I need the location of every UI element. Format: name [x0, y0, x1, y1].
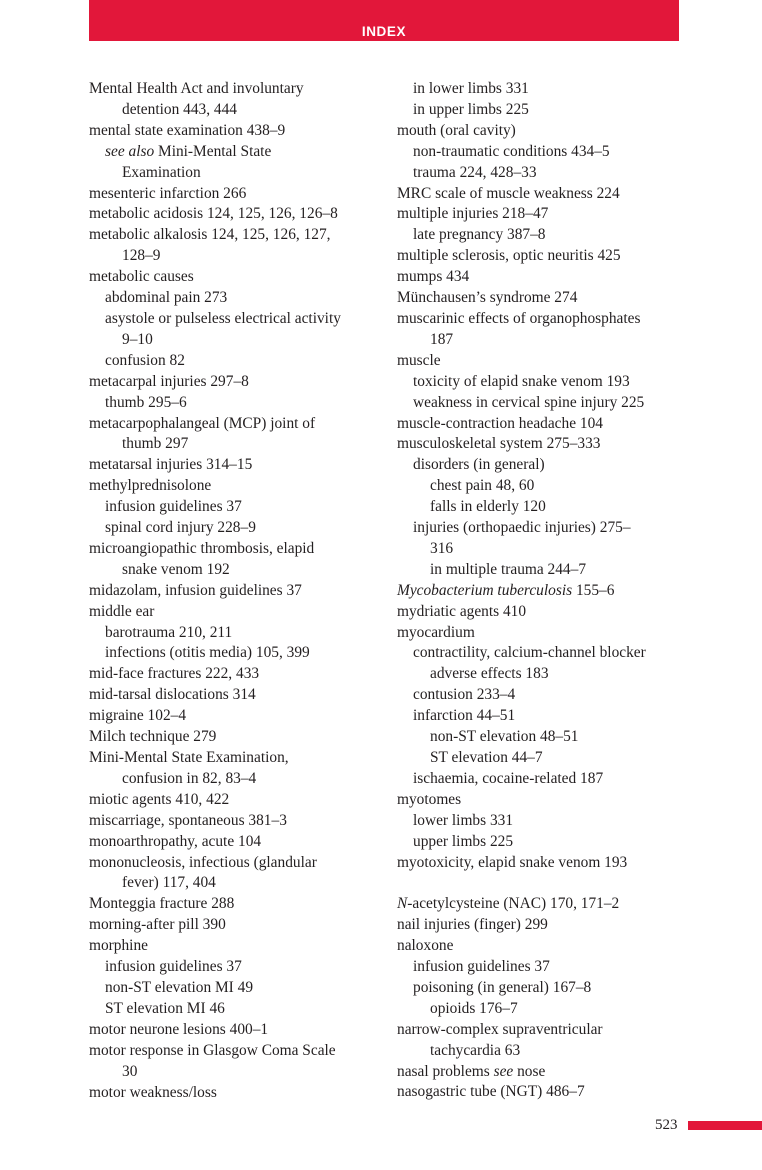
- index-entry: [89, 706, 374, 727]
- index-entry-text: Milch technique 279: [89, 728, 217, 746]
- index-entry: [397, 184, 687, 205]
- index-subentry: [89, 518, 374, 539]
- index-entry: [89, 894, 374, 915]
- index-entry: [397, 915, 687, 936]
- index-subentry: [397, 518, 687, 539]
- index-entry-text: microangiopathic thrombosis, elapid: [89, 539, 315, 557]
- index-entry: [89, 539, 374, 560]
- index-entry-text: Examination: [122, 163, 201, 181]
- index-subentry: [89, 957, 374, 978]
- index-entry-text: mental state examination 438–9: [89, 121, 286, 139]
- index-subentry: [397, 372, 687, 393]
- index-entry: [89, 602, 374, 623]
- index-entry-text: opioids 176–7: [430, 999, 518, 1017]
- index-entry-text: muscle: [397, 351, 441, 369]
- index-entry: [89, 790, 374, 811]
- index-entry: [89, 225, 374, 246]
- index-entry-italic: N: [397, 895, 408, 913]
- index-subentry: [397, 393, 687, 414]
- index-entry-text: tachycardia 63: [430, 1041, 521, 1059]
- index-entry: [89, 936, 374, 957]
- index-subentry: [89, 163, 374, 184]
- index-entry: [89, 727, 374, 748]
- index-subentry: [89, 623, 374, 644]
- index-entry-text: confusion 82: [105, 351, 185, 369]
- index-entry-text: spinal cord injury 228–9: [105, 519, 256, 537]
- index-entry-text: monoarthropathy, acute 104: [89, 832, 262, 850]
- index-entry-text: nose: [513, 1062, 546, 1080]
- index-entry-text: infusion guidelines 37: [105, 498, 242, 516]
- index-subentry: [397, 706, 687, 727]
- index-subentry: [89, 351, 374, 372]
- index-entry-text: non-ST elevation MI 49: [105, 978, 254, 996]
- index-entry-text: in lower limbs 331: [413, 80, 529, 97]
- index-entry-text: toxicity of elapid snake venom 193: [413, 372, 630, 390]
- index-entry-text: multiple injuries 218–47: [397, 205, 549, 223]
- index-entry-text: infarction 44–51: [413, 707, 516, 725]
- index-entry-text: nail injuries (finger) 299: [397, 916, 548, 934]
- index-entry-text: motor weakness/loss: [89, 1083, 217, 1101]
- index-entry: [397, 309, 687, 330]
- index-column-left: [89, 79, 374, 1103]
- index-entry-text: myotoxicity, elapid snake venom 193: [397, 853, 628, 871]
- index-entry: [89, 204, 374, 225]
- index-entry-text: morphine: [89, 937, 148, 955]
- index-subentry: [397, 978, 687, 999]
- index-entry-text: Mini-Mental State Examination,: [89, 749, 289, 766]
- index-entry-text: morning-after pill 390: [89, 916, 226, 934]
- index-entry: [89, 455, 374, 476]
- index-entry-text: upper limbs 225: [413, 832, 514, 850]
- index-entry-text: Mini-Mental State: [154, 142, 272, 160]
- index-subentry: [397, 643, 687, 664]
- index-entry: [397, 246, 687, 267]
- index-entry-text: detention 443, 444: [122, 100, 237, 118]
- index-subentry: [89, 309, 374, 330]
- index-entry-text: adverse effects 183: [430, 665, 549, 683]
- index-subentry: [89, 393, 374, 414]
- page-number-bar: [688, 1121, 762, 1130]
- index-entry-text: migraine 102–4: [89, 707, 187, 725]
- index-entry: [397, 414, 687, 435]
- index-subentry: [89, 497, 374, 518]
- index-entry-text: -acetylcysteine (NAC) 170, 171–2: [407, 895, 620, 913]
- index-entry: [89, 581, 374, 602]
- index-subentry: [397, 225, 687, 246]
- index-subentry: [89, 978, 374, 999]
- index-entry: [89, 79, 374, 100]
- index-subentry: [89, 999, 374, 1020]
- index-entry-text: midazolam, infusion guidelines 37: [89, 581, 302, 599]
- index-entry-text: falls in elderly 120: [430, 498, 546, 516]
- index-subentry: [397, 1041, 687, 1062]
- index-entry: [397, 1062, 687, 1083]
- index-entry: [89, 476, 374, 497]
- index-entry-text: multiple sclerosis, optic neuritis 425: [397, 247, 621, 265]
- index-entry-text: mumps 434: [397, 268, 470, 286]
- index-subentry: [397, 832, 687, 853]
- index-entry-text: infections (otitis media) 105, 399: [105, 644, 310, 662]
- index-entry: [397, 894, 687, 915]
- index-entry: [397, 1020, 687, 1041]
- index-entry-text: motor response in Glasgow Coma Scale: [89, 1041, 336, 1059]
- index-entry: [397, 790, 687, 811]
- index-gap: [397, 873, 687, 894]
- index-subentry: [397, 560, 687, 581]
- index-entry-text: Münchausen’s syndrome 274: [397, 289, 578, 307]
- index-entry-text: thumb 295–6: [105, 393, 187, 411]
- index-entry: [397, 602, 687, 623]
- index-entry-text: mouth (oral cavity): [397, 121, 516, 139]
- index-entry-text: mesenteric infarction 266: [89, 184, 247, 202]
- index-subentry: [397, 142, 687, 163]
- index-entry-text: motor neurone lesions 400–1: [89, 1020, 269, 1038]
- index-entry-text: contusion 233–4: [413, 686, 516, 704]
- index-entry-text: contractility, calcium-channel blocker: [413, 644, 646, 662]
- index-entry-text: Mental Health Act and involuntary: [89, 80, 304, 97]
- index-entry-text: muscle-contraction headache 104: [397, 414, 603, 432]
- index-entry-text: myotomes: [397, 790, 462, 808]
- index-entry-text: metatarsal injuries 314–15: [89, 456, 253, 474]
- index-entry: [397, 1082, 687, 1103]
- index-entry-text: abdominal pain 273: [105, 289, 228, 307]
- index-subentry: [89, 288, 374, 309]
- index-entry-text: narrow-complex supraventricular: [397, 1020, 603, 1038]
- index-entry-text: metacarpal injuries 297–8: [89, 372, 249, 390]
- index-entry-text: mononucleosis, infectious (glandular: [89, 853, 317, 871]
- index-entry-text: mydriatic agents 410: [397, 602, 527, 620]
- index-entry: [397, 581, 687, 602]
- index-entry-italic: see: [493, 1062, 514, 1080]
- index-entry-text: nasogastric tube (NGT) 486–7: [397, 1083, 585, 1101]
- index-entry-text: mid-tarsal dislocations 314: [89, 686, 256, 704]
- index-entry: [89, 414, 374, 435]
- index-entry: [89, 685, 374, 706]
- index-entry: [89, 184, 374, 205]
- index-entry-text: nasal problems: [397, 1062, 494, 1080]
- index-entry: [397, 623, 687, 644]
- index-entry-text: musculoskeletal system 275–333: [397, 435, 601, 453]
- index-entry-text: in multiple trauma 244–7: [430, 560, 587, 578]
- index-subentry: [397, 163, 687, 184]
- index-subentry: [397, 685, 687, 706]
- index-column-right: [397, 79, 687, 1103]
- index-subentry: [397, 811, 687, 832]
- index-entry-text: non-ST elevation 48–51: [430, 728, 579, 746]
- index-subentry: [397, 497, 687, 518]
- index-subentry: [89, 1062, 374, 1083]
- index-entry-text: disorders (in general): [413, 456, 545, 474]
- index-entry-text: 128–9: [122, 247, 161, 265]
- index-entry: [89, 1020, 374, 1041]
- index-subentry: [89, 142, 374, 163]
- index-entry-text: miotic agents 410, 422: [89, 790, 230, 808]
- index-entry-text: ischaemia, cocaine-related 187: [413, 769, 604, 787]
- index-entry-text: 155–6: [572, 581, 615, 599]
- index-subentry: [397, 664, 687, 685]
- index-entry-text: ST elevation MI 46: [105, 999, 225, 1017]
- index-entry-text: 30: [122, 1062, 138, 1080]
- index-entry-text: metabolic causes: [89, 268, 194, 286]
- index-entry-text: trauma 224, 428–33: [413, 163, 537, 181]
- index-subentry: [397, 957, 687, 978]
- index-entry-italic: see also: [105, 142, 155, 160]
- index-entry-text: confusion in 82, 83–4: [122, 769, 257, 787]
- index-entry-text: weakness in cervical spine injury 225: [413, 393, 645, 411]
- index-entry-text: infusion guidelines 37: [413, 958, 550, 976]
- index-subentry: [397, 79, 687, 100]
- index-entry-text: infusion guidelines 37: [105, 958, 242, 976]
- index-entry: [89, 853, 374, 874]
- index-entry-text: asystole or pulseless electrical activity: [105, 309, 341, 327]
- index-entry: [397, 434, 687, 455]
- index-entry-text: miscarriage, spontaneous 381–3: [89, 811, 287, 829]
- index-entry-text: myocardium: [397, 623, 475, 641]
- index-subentry: [397, 455, 687, 476]
- index-entry-text: non-traumatic conditions 434–5: [413, 142, 610, 160]
- index-subentry: [89, 100, 374, 121]
- index-subentry: [89, 873, 374, 894]
- index-entry-text: MRC scale of muscle weakness 224: [397, 184, 620, 202]
- index-entry-text: thumb 297: [122, 435, 189, 453]
- index-entry-text: snake venom 192: [122, 560, 230, 578]
- index-entry: [89, 832, 374, 853]
- index-entry: [397, 267, 687, 288]
- index-subentry: [397, 769, 687, 790]
- index-subentry: [89, 769, 374, 790]
- index-entry-text: naloxone: [397, 937, 454, 955]
- index-entry-text: methylprednisolone: [89, 477, 212, 495]
- index-entry: [89, 664, 374, 685]
- index-entry: [89, 1041, 374, 1062]
- index-entry: [397, 204, 687, 225]
- index-entry-text: in upper limbs 225: [413, 100, 529, 118]
- index-subentry: [397, 748, 687, 769]
- index-entry-text: poisoning (in general) 167–8: [413, 978, 592, 996]
- index-entry: [397, 936, 687, 957]
- index-entry-text: middle ear: [89, 602, 155, 620]
- index-subentry: [397, 999, 687, 1020]
- index-entry: [397, 121, 687, 142]
- index-entry-text: metabolic alkalosis 124, 125, 126, 127,: [89, 226, 331, 244]
- index-subentry: [89, 330, 374, 351]
- index-subentry: [89, 560, 374, 581]
- index-entry: [89, 121, 374, 142]
- index-entry-text: lower limbs 331: [413, 811, 514, 829]
- index-entry-text: metacarpophalangeal (MCP) joint of: [89, 414, 316, 432]
- index-subentry: [89, 246, 374, 267]
- index-subentry: [397, 330, 687, 351]
- index-entry: [397, 288, 687, 309]
- index-entry-text: late pregnancy 387–8: [413, 226, 546, 244]
- index-subentry: [397, 100, 687, 121]
- index-subentry: [397, 476, 687, 497]
- index-entry: [397, 853, 687, 874]
- index-entry-text: ST elevation 44–7: [430, 749, 543, 766]
- index-entry-text: chest pain 48, 60: [430, 477, 535, 495]
- header-bar: [89, 0, 679, 41]
- index-entry-text: 9–10: [122, 330, 153, 348]
- index-entry: [89, 811, 374, 832]
- index-entry: [89, 748, 374, 769]
- index-entry-text: muscarinic effects of organophosphates: [397, 309, 641, 327]
- index-entry-text: 316: [430, 539, 454, 557]
- index-entry: [89, 267, 374, 288]
- index-entry-text: 187: [430, 330, 454, 348]
- page-number: 523: [655, 1117, 678, 1133]
- index-entry-italic: Mycobacterium tuberculosis: [397, 581, 573, 599]
- index-entry-text: injuries (orthopaedic injuries) 275–: [413, 519, 631, 537]
- index-entry: [397, 351, 687, 372]
- index-entry: [89, 915, 374, 936]
- index-entry-text: metabolic acidosis 124, 125, 126, 126–8: [89, 205, 338, 223]
- index-subentry: [397, 727, 687, 748]
- index-entry-text: barotrauma 210, 211: [105, 623, 233, 641]
- index-subentry: [89, 434, 374, 455]
- index-entry-text: Monteggia fracture 288: [89, 895, 235, 913]
- index-subentry: [89, 643, 374, 664]
- index-entry-text: fever) 117, 404: [122, 874, 216, 892]
- index-entry: [89, 372, 374, 393]
- index-entry: [89, 1083, 374, 1104]
- page-header-title: INDEX: [361, 24, 407, 39]
- index-entry-text: mid-face fractures 222, 433: [89, 665, 260, 683]
- index-subentry: [397, 539, 687, 560]
